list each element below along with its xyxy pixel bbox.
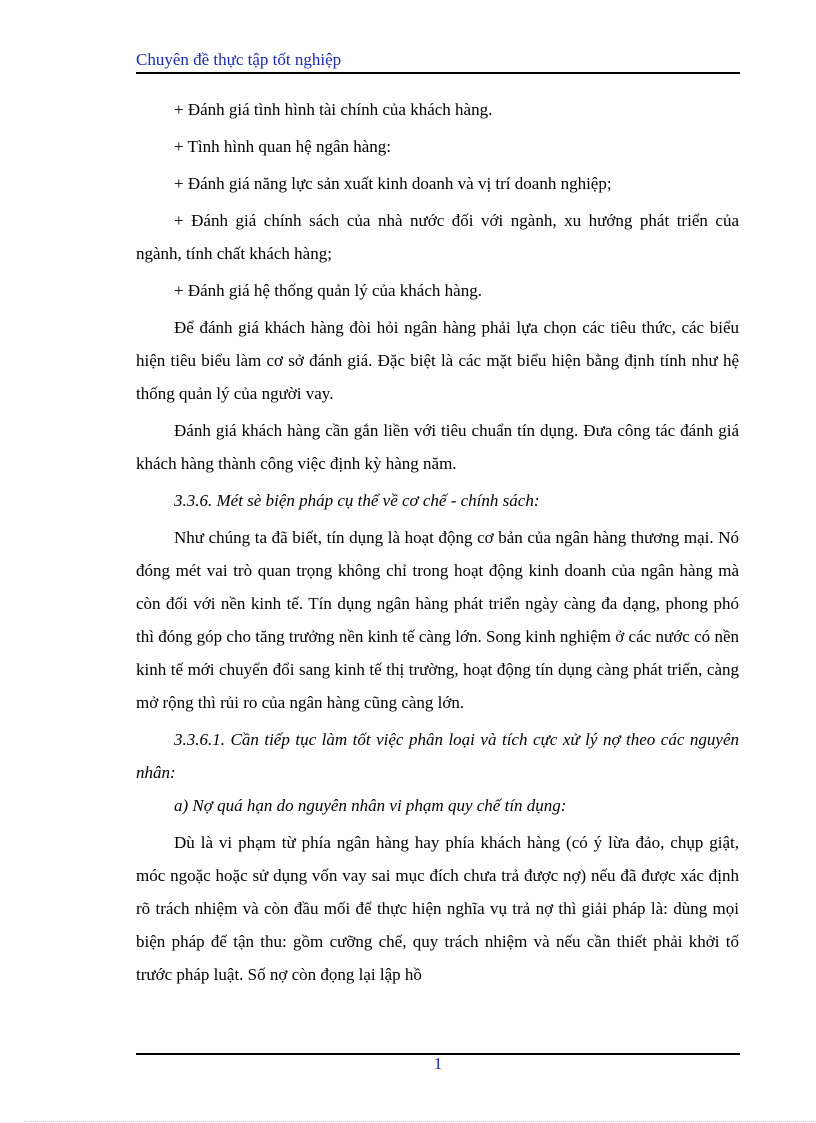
subheading-overdue-debt: a) Nợ quá hạn do nguyên nhân vi phạm quy chế tín dụng: (174, 796, 567, 815)
paragraph-debt-resolution: Dù là vi phạm từ phía ngân hàng hay phía khách hàng (có ý lừa đảo, chụp giật, móc ngoặc hoặc sử dụng vốn vay sai mục đích chưa trả được nợ) nếu đã được xác định rõ trách nhiệm và còn đầu mối để thực hiện nghĩa vụ trả nợ thì giải pháp là: dùng mọi biện pháp để tận thu: gồm cưỡng chế, quy trách nhiệm và nếu cần thiết phải khởi tố trước pháp luật. Số nợ còn đọng lại lập hồ (136, 833, 739, 984)
page-header (136, 48, 740, 74)
document-body (136, 93, 739, 995)
paragraph-credit-role: Như chúng ta đã biết, tín dụng là hoạt động cơ bản của ngân hàng thương mại. Nó đóng mét vai trò quan trọng không chỉ trong hoạt động kinh doanh của ngân hàng mà còn đối với nền kinh tế. Tín dụng ngân hàng phát triển ngày càng đa dạng, phong phó thì đóng góp cho tăng trưởng nền kinh tế càng lớn. Song kinh nghiệm ở các nước có nền kinh tế mới chuyển đổi sang kinh tế thị trường, hoạt động tín dụng càng phát triển, càng mở rộng thì rủi ro của ngân hàng cũng càng lớn. (136, 528, 739, 712)
page-edge-divider (24, 1121, 816, 1122)
section-heading-3-3-6-1: 3.3.6.1. Cần tiếp tục làm tốt việc phân loại và tích cực xử lý nợ theo các nguyên nhân: (136, 730, 739, 782)
section-heading-3-3-6: 3.3.6. Mét sè biện pháp cụ thể về cơ chế - chính sách: (174, 491, 540, 510)
bullet-bank-relations: + Tình hình quan hệ ngân hàng: (174, 137, 392, 156)
bullet-financial-assessment: + Đánh giá tình hình tài chính của khách hàng. (174, 100, 493, 119)
bullet-business-capacity: + Đánh giá năng lực sản xuất kinh doanh và vị trí doanh nghiệp; (174, 174, 612, 193)
paragraph-evaluation-criteria: Để đánh giá khách hàng đòi hỏi ngân hàng phải lựa chọn các tiêu thức, các biểu hiện tiêu biểu làm cơ sở đánh giá. Đặc biệt là các mặt biểu hiện bằng định tính như hệ thống quản lý của người vay. (136, 318, 739, 403)
bullet-management-system: + Đánh giá hệ thống quản lý của khách hàng. (174, 281, 482, 300)
paragraph-credit-standards: Đánh giá khách hàng cần gắn liền với tiêu chuẩn tín dụng. Đưa công tác đánh giá khách hàng thành công việc định kỳ hàng năm. (136, 421, 739, 473)
bullet-state-policy: + Đánh giá chính sách của nhà nước đối với ngành, xu hướng phát triển của ngành, tính chất khách hàng; (136, 211, 739, 263)
page-number: 1 (433, 1054, 443, 1073)
header-title: Chuyên đề thực tập tốt nghiệp (136, 50, 342, 69)
